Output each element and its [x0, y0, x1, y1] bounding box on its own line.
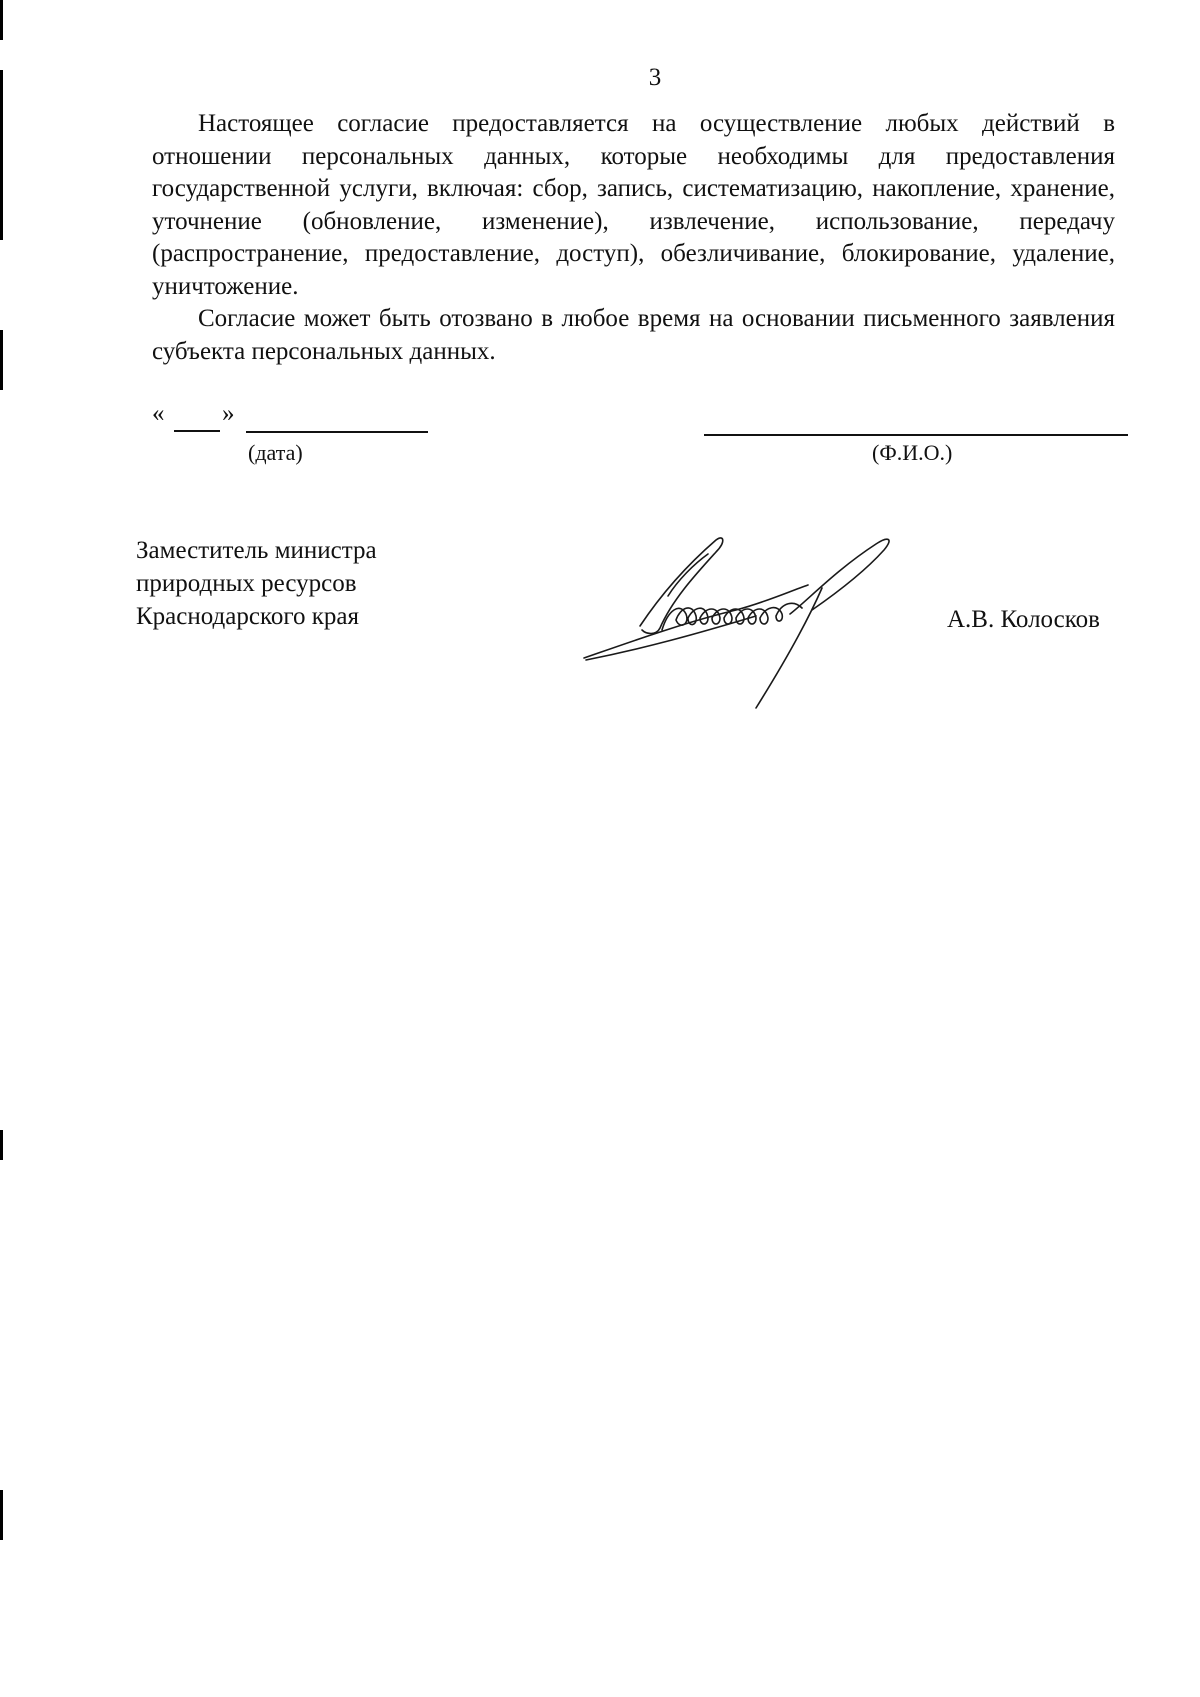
handwritten-signature-icon	[576, 530, 946, 710]
date-close-quote: »	[222, 400, 235, 427]
date-open-quote: «	[152, 400, 165, 427]
scan-edge-mark	[0, 1490, 3, 1540]
day-blank-line	[174, 430, 220, 432]
signer-position-line: Заместитель министра	[136, 537, 377, 564]
signer-name: А.В. Колосков	[947, 606, 1100, 633]
name-caption: (Ф.И.О.)	[872, 440, 953, 465]
consent-paragraph: Настоящее согласие предоставляется на осуществление любых действий в отношении персональных данных, которые необходимы для предоставления государственной услуги, включая: сбор, запись, систематизацию, накопление, хранение, уточнение (обновление, изменение), извлечение, использование, передачу (распространение, предоставление, доступ), обезличивание, блокирование, удаление, уничтожение.	[152, 110, 1115, 300]
consent-text	[152, 108, 1115, 368]
scan-edge-mark	[0, 1130, 3, 1160]
signer-position	[136, 534, 456, 633]
scan-edge-mark	[0, 330, 3, 390]
scan-edge-mark	[0, 0, 3, 40]
month-year-blank-line	[246, 431, 428, 433]
date-field	[152, 400, 452, 436]
revocation-paragraph: Согласие может быть отозвано в любое время на основании письменного заявления субъекта персональных данных.	[152, 305, 1115, 365]
page-number: 3	[648, 64, 662, 91]
signer-position-line: природных ресурсов	[136, 570, 357, 597]
signer-position-line: Краснодарского края	[136, 603, 359, 630]
date-caption: (дата)	[248, 440, 303, 465]
scan-edge-mark	[0, 70, 3, 240]
name-blank-line	[704, 434, 1128, 436]
